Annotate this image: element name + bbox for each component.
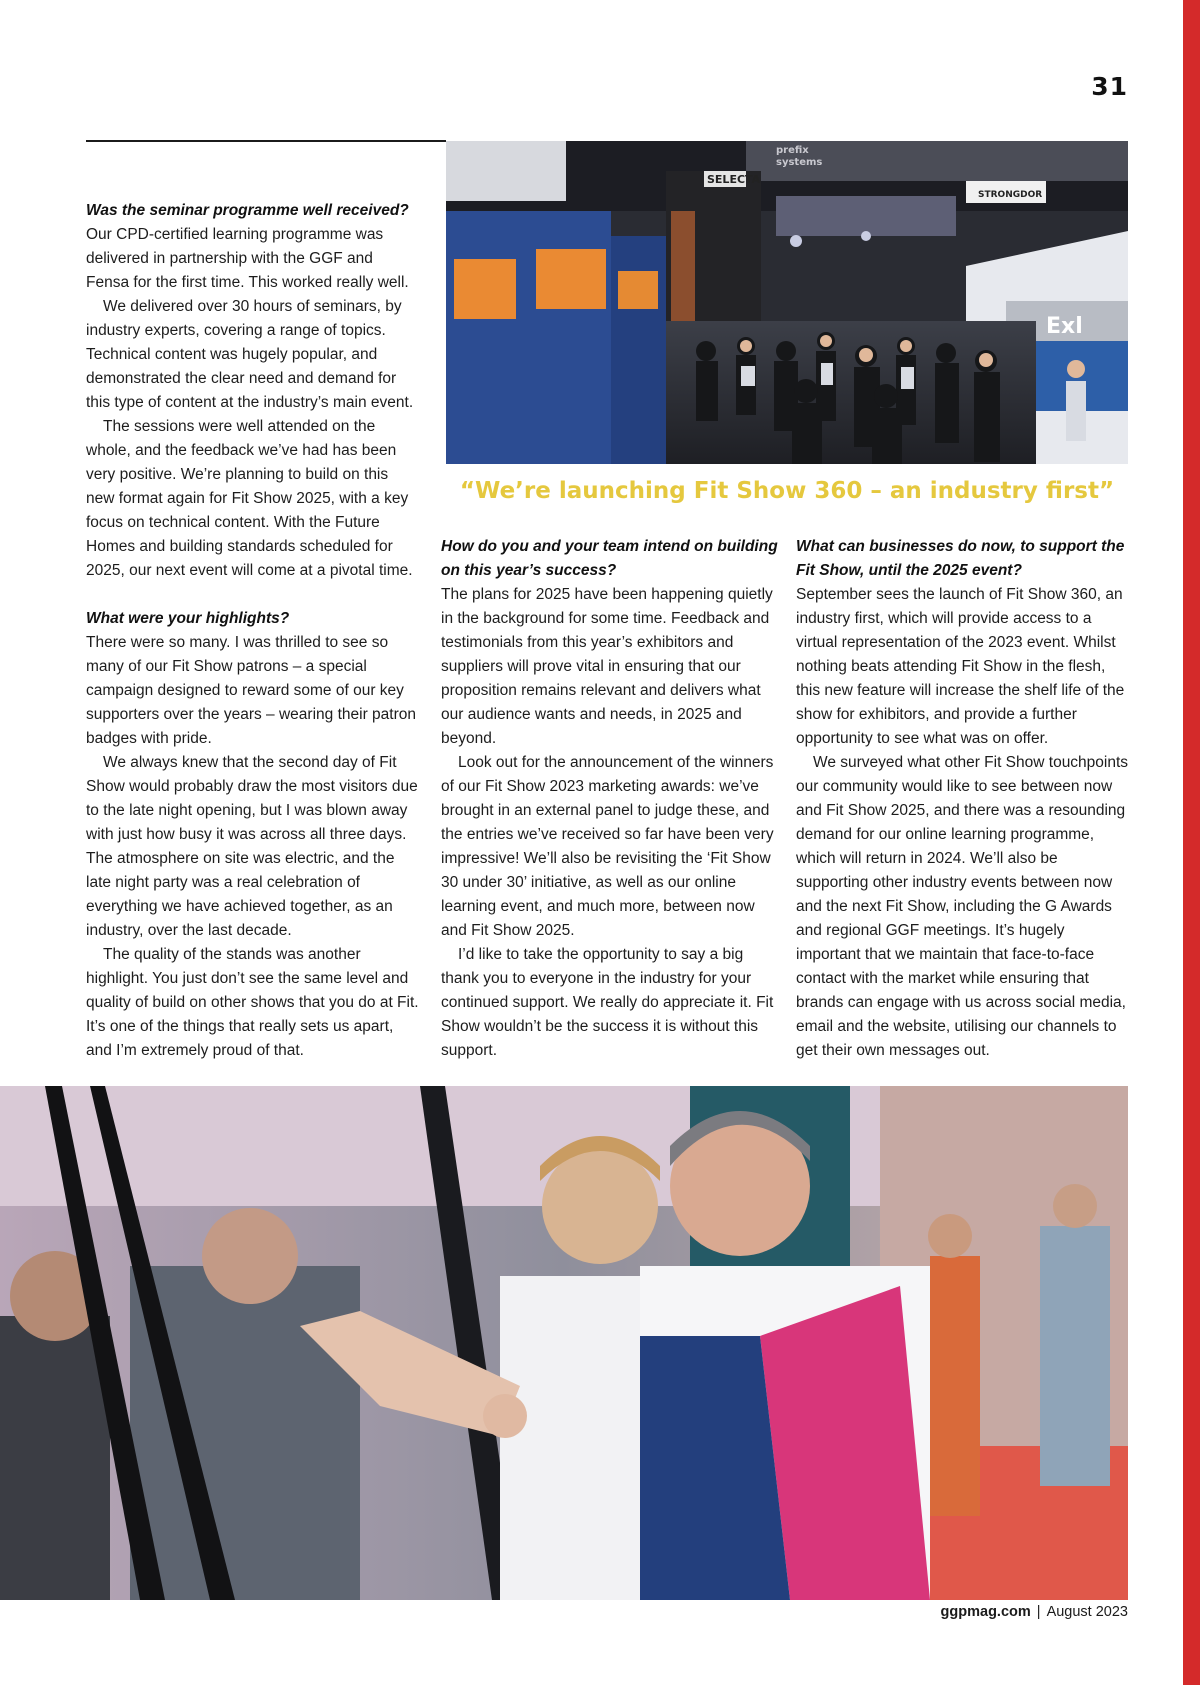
question-heading: Was the seminar programme well received? (86, 202, 409, 219)
page-footer (941, 1604, 1128, 1620)
svg-text:STRONGDOR: STRONGDOR (978, 190, 1043, 200)
question-heading: How do you and your team intend on building on this year’s success? (441, 538, 778, 579)
page-edge-accent-bar (1183, 0, 1200, 1685)
paragraph: We always knew that the second day of Fit Show would probably draw the most visitors due to the late night opening, but I was blown away with just how busy it was across all three days. The atmosphere on site was electric, and the late night party was a real celebration of everything we have achieved together, as an industry, over the last decade. (86, 754, 418, 939)
footer-website[interactable]: ggpmag.com (940, 1604, 1031, 1620)
paragraph: We delivered over 30 hours of seminars, by industry experts, covering a range of topics. Technical content was hugely popular, and demonstrated the clear need and demand for this type of content at the industry’s main event. (86, 298, 414, 411)
paragraph: The sessions were well attended on the whole, and the feedback we’ve had has been very positive. We’re planning to build on this new format again for Fit Show 2025, with a key focus on technical content. With the Future Homes and building standards scheduled for 2025, our next event will come at a pivotal time. (86, 418, 413, 579)
visitors-inspecting-window-photo (0, 1086, 1128, 1600)
pull-quote: “We’re launching Fit Show 360 – an industry first” (459, 478, 1115, 504)
paragraph: I’d like to take the opportunity to say a big thank you to everyone in the industry for your continued support. We really do appreciate it. Fit Show wouldn’t be the success it is without this support. (441, 946, 774, 1059)
paragraph: The quality of the stands was another highlight. You just don’t see the same level and quality of build on other shows that you do at Fit. It’s one of the things that really sets us apart, and I’m extremely proud of that. (86, 946, 419, 1059)
exhibition-hall-crowd-photo (446, 141, 1128, 464)
question-heading: What can businesses do now, to support the Fit Show, until the 2025 event? (796, 538, 1125, 579)
paragraph: The plans for 2025 have been happening quietly in the background for some time. Feedback and testimonials from this year’s exhibitors and suppliers will prove vital in ensuring that our proposition remains relevant and delivers what our audience wants and needs, in 2025 and beyond. (441, 586, 773, 747)
paragraph: September sees the launch of Fit Show 360, an industry first, which will provide access to a virtual representation of the 2023 event. Whilst nothing beats attending Fit Show in the flesh, this new feature will increase the shelf life of the show for exhibitors, and provide a further opportunity to see what was on offer. (796, 586, 1125, 747)
right-column (796, 535, 1130, 1063)
question-heading: What were your highlights? (86, 610, 290, 627)
svg-text:SELECTA: SELECTA (707, 173, 761, 186)
paragraph: Our CPD-certified learning programme was delivered in partnership with the GGF and Fensa for the first time. This worked really well. (86, 226, 409, 291)
column-top-rule (86, 140, 446, 142)
svg-text:prefix: prefix (776, 145, 809, 156)
paragraph: There were so many. I was thrilled to see so many of our Fit Show patrons – a special campaign designed to reward some of our key supporters over the years – wearing their patron badges with pride. (86, 634, 416, 747)
svg-text:systems: systems (776, 157, 823, 168)
paragraph: Look out for the announcement of the winners of our Fit Show 2023 marketing awards: we’ve brought in an external panel to judge these, and the entries we’ve received so far have been very impressive! We’ll also be revisiting the ‘Fit Show 30 under 30’ initiative, as well as our online learning event, and much more, between now and Fit Show 2025. (441, 754, 774, 939)
middle-column (441, 535, 778, 1063)
left-column (86, 199, 420, 1063)
footer-separator: | (1036, 1604, 1041, 1620)
page-number: 31 (1091, 72, 1128, 101)
paragraph: We surveyed what other Fit Show touchpoints our community would like to see between now and Fit Show 2025, and there was a resounding demand for our online learning programme, which will return in 2024. We’ll also be supporting other industry events between now and the next Fit Show, including the G Awards and regional GGF meetings. It’s hugely important that we maintain that face-to-face contact with the market while ensuring that brands can engage with us across social media, email and the website, utilising our channels to get their own messages out. (796, 754, 1129, 1059)
svg-text:Exl: Exl (1046, 314, 1083, 339)
footer-date: August 2023 (1046, 1604, 1128, 1620)
